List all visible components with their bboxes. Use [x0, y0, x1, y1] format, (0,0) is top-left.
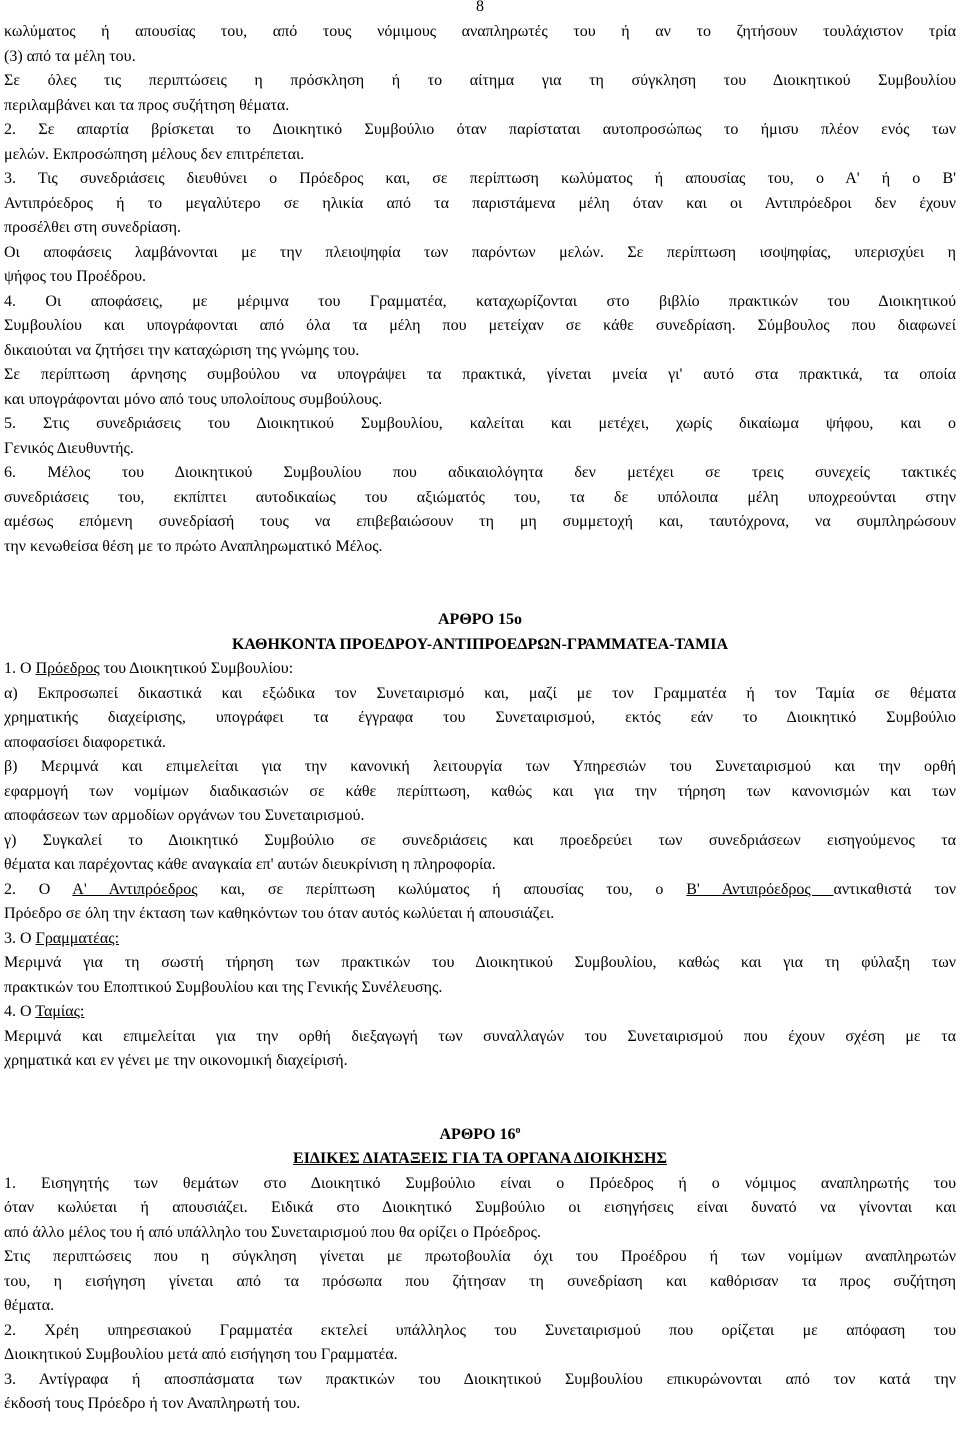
page-number: 8 [476, 0, 484, 15]
paragraph-line: 5. Στις συνεδριάσεις του Διοικητικού Συμβουλίου, καλείται και μετέχει, χωρίς δικαίωμα ψήφου, και ο [4, 415, 956, 432]
paragraph-line [4, 1000, 956, 1025]
paragraph-line: 4. Οι αποφάσεις, με μέριμνα του Γραμματέα, καταχωρίζονται στο βιβλίο πρακτικών του Διοικητικού [4, 292, 956, 310]
spacer [4, 1074, 956, 1099]
spacer [4, 584, 956, 609]
paragraph-line: 3. Αντίγραφα ή αποσπάσματα των πρακτικών του Διοικητικού Συμβουλίου επικυρώνονται από τον κατά την [4, 1370, 956, 1388]
article-16-title [4, 1123, 956, 1148]
underlined-term: Β' Αντιπρόεδρος [686, 880, 834, 898]
spacer [4, 559, 956, 584]
paragraph-line [4, 657, 956, 682]
paragraph-line: πρακτικών του Εποπτικού Συμβουλίου και της Γενικής Συνέλευσης. [4, 978, 443, 996]
paragraph-line [4, 927, 956, 952]
underlined-term: Α' Αντιπρόεδρος [72, 880, 198, 898]
article-16-heading [4, 1147, 956, 1172]
paragraph-line: από άλλο μέλος του ή από υπάλληλο του Συνεταιρισμού που θα ορίζει ο Πρόεδρος. [4, 1223, 541, 1241]
paragraph-line: Σε περίπτωση άρνησης συμβούλου να υπογράψει τα πρακτικά, γίνεται μνεία γι' αυτό στα πρακτικά, τα οποία [4, 366, 956, 383]
paragraph-line: και υπογράφονται μόνο από τους υπολοίπους συμβούλους. [4, 390, 383, 408]
underlined-term: Γραμματέας: [35, 929, 120, 947]
paragraph-line: χρηματικά και εν γένει με την οικονομική διαχείρισή. [4, 1052, 348, 1069]
paragraph-line: αμέσως επόμενη συνεδρίασή τους να επιβεβαιώσουν τη μη συμμετοχή και, ταυτόχρονα, να συμπληρώσουν [4, 513, 956, 530]
paragraph-line: Συμβουλίου και υπογράφονται από όλα τα μέλη που μετείχαν σε κάθε συνεδρίαση. Σύμβουλος που διαφωνεί [4, 317, 956, 334]
paragraph-line: θέματα. [4, 1297, 55, 1314]
paragraph-line: (3) από τα μέλη του. [4, 47, 136, 65]
paragraph-line [4, 878, 956, 903]
text-run: ΑΡΘΡΟ 16 [439, 1125, 516, 1143]
text-run: 2. Ο [4, 880, 73, 898]
text-run: 4. Ο [4, 1003, 36, 1020]
paragraph-line: Μεριμνά και επιμελείται για την ορθή διεξαγωγή των συναλλαγών του Συνεταιρισμού που έχουν σχέση με τα [4, 1027, 956, 1045]
underlined-term: Ταμίας: [35, 1003, 85, 1020]
paragraph-line: αποφάσεων των αρμοδίων οργάνων του Συνεταιρισμού. [4, 807, 365, 824]
paragraph-line: Γενικός Διευθυντής. [4, 439, 134, 457]
spacer [4, 1098, 956, 1123]
paragraph-line: 1. Εισηγητής των θεμάτων στο Διοικητικό Συμβούλιο είναι ο Πρόεδρος ή ο νόμιμος αναπληρωτής του [4, 1174, 956, 1192]
underlined-term: Πρόεδρος [35, 660, 100, 677]
paragraph-line: μελών. Εκπροσώπηση μέλους δεν επιτρέπεται. [4, 145, 305, 163]
paragraph-line: ψήφος του Προέδρου. [4, 268, 147, 285]
paragraph-line: Αντιπρόεδρος ή το μεγαλύτερο σε ηλικία από τα παριστάμενα μέλη όταν και οι Αντιπρόεδροι δεν έχουν [4, 194, 956, 212]
paragraph-line: Οι αποφάσεις λαμβάνονται με την πλειοψηφία των παρόντων μελών. Σε περίπτωση ισοψηφίας, υπερισχύει η [4, 243, 956, 261]
paragraph-line: 6. Μέλος του Διοικητικού Συμβουλίου που αδικαιολόγητα δεν μετέχει σε τρεις συνεχείς τακτικές [4, 464, 956, 481]
paragraph-line: κωλύματος ή απουσίας του, από τους νόμιμους αναπληρωτές του ή αν το ζητήσουν τουλάχιστον τρία [4, 23, 956, 40]
paragraph-line: Σε όλες τις περιπτώσεις η πρόσκληση ή το αίτημα για τη σύγκληση του Διοικητικού Συμβουλίου [4, 72, 956, 89]
paragraph-line: όταν κωλύεται ή απουσιάζει. Ειδικά στο Διοικητικό Συμβούλιο οι εισηγήσεις είναι δυνατό να γίνονται και [4, 1199, 956, 1216]
text-run: του Διοικητικού Συμβουλίου: [99, 660, 294, 677]
text-run: και, σε περίπτωση κωλύματος ή απουσίας του, ο [197, 880, 687, 898]
paragraph-line: Μεριμνά για τη σωστή τήρηση των πρακτικών του Διοικητικού Συμβουλίου, καθώς και για τη φύλαξη των [4, 954, 956, 971]
paragraph-line: 3. Τις συνεδριάσεις διευθύνει ο Πρόεδρος και, σε περίπτωση κωλύματος ή απουσίας του, ο Α' ή ο Β' [4, 170, 956, 187]
text-run: 1. Ο [4, 660, 36, 677]
paragraph-line: συνεδριάσεις του, εκπίπτει αυτοδικαίως του αξιώματός του, τα δε υπόλοιπα μέλη υποχρεούνται στην [4, 488, 956, 506]
paragraph-line: γ) Συγκαλεί το Διοικητικό Συμβούλιο σε συνεδριάσεις και προεδρεύει των συνεδριάσεων εισηγούμενος τα [4, 831, 956, 849]
text-run: αντικαθιστά τον [833, 880, 957, 898]
article-15-heading: ΚΑΘΗΚΟΝΤΑ ΠΡΟΕΔΡΟΥ-ΑΝΤΙΠΡΟΕΔΡΩΝ-ΓΡΑΜΜΑΤΕΑ-ΤΑΜΙΑ [231, 635, 729, 653]
paragraph-line: αποφασίσει διαφορετικά. [4, 733, 166, 751]
underlined-heading: ΕΙΔΙΚΕΣ ΔΙΑΤΑΞΕΙΣ ΓΙΑ ΤΑ ΟΡΓΑΝΑ ΔΙΟΙΚΗΣΗΣ [293, 1150, 667, 1167]
paragraph-line: έκδοσή τους Πρόεδρο ή τον Αναπληρωτή του. [4, 1395, 301, 1412]
paragraph-line: Στις περιπτώσεις που η σύγκληση γίνεται με πρωτοβουλία όχι του Προέδρου ή των νομίμων αναπληρωτών [4, 1248, 956, 1265]
paragraph-line: β) Μεριμνά και επιμελείται για την κανονική λειτουργία των Υπηρεσιών του Συνεταιρισμού και την ορθή [4, 758, 956, 775]
paragraph-line: 2. Σε απαρτία βρίσκεται το Διοικητικό Συμβούλιο όταν παρίσταται αυτοπροσώπως το ήμισυ πλέον ενός των [4, 121, 956, 138]
paragraph-line: του, η εισήγηση γίνεται από τα πρόσωπα που ζήτησαν τη συνεδρίαση και καθόρισαν τα προς συζήτηση [4, 1272, 956, 1290]
paragraph-line: α) Εκπροσωπεί δικαστικά και εξώδικα τον Συνεταιρισμό και, μαζί με τον Γραμματέα ή τον Ταμία σε θέματα [4, 684, 956, 702]
paragraph-line: περιλαμβάνει και τα προς συζήτηση θέματα. [4, 96, 290, 114]
article-15-title: ΑΡΘΡΟ 15ο [438, 611, 522, 628]
paragraph-line: Πρόεδρο σε όλη την έκταση των καθηκόντων του όταν αυτός κωλύεται ή απουσιάζει. [4, 905, 555, 922]
paragraph-line: προσέλθει στη συνεδρίαση. [4, 219, 181, 236]
paragraph-line: εφαρμογή των νομίμων διαδικασιών σε κάθε περίπτωση, καθώς και για την τήρηση των κανονισμών και των [4, 782, 956, 800]
paragraph-line: χρηματικής διαχείρισης, υπογράφει τα έγγραφα του Συνεταιρισμού, εκτός εάν το Διοικητικό Συμβούλιο [4, 709, 956, 726]
paragraph-line: 2. Χρέη υπηρεσιακού Γραμματέα εκτελεί υπάλληλος του Συνεταιρισμού που ορίζεται με απόφαση του [4, 1321, 956, 1339]
text-run: 3. Ο [4, 929, 36, 947]
paragraph-line: θέματα και παρέχοντας κάθε αναγκαία επ' αυτών διευκρίνιση η πληροφορία. [4, 856, 496, 873]
document-body [4, 20, 956, 1417]
paragraph-line: την κενωθείσα θέση με το πρώτο Αναπληρωματικό Μέλος. [4, 537, 383, 555]
paragraph-line: δικαιούται να ζητήσει την καταχώριση της γνώμης του. [4, 341, 360, 359]
superscript: ο [515, 1124, 521, 1136]
paragraph-line: Διοικητικού Συμβουλίου μετά από εισήγηση του Γραμματέα. [4, 1346, 398, 1363]
